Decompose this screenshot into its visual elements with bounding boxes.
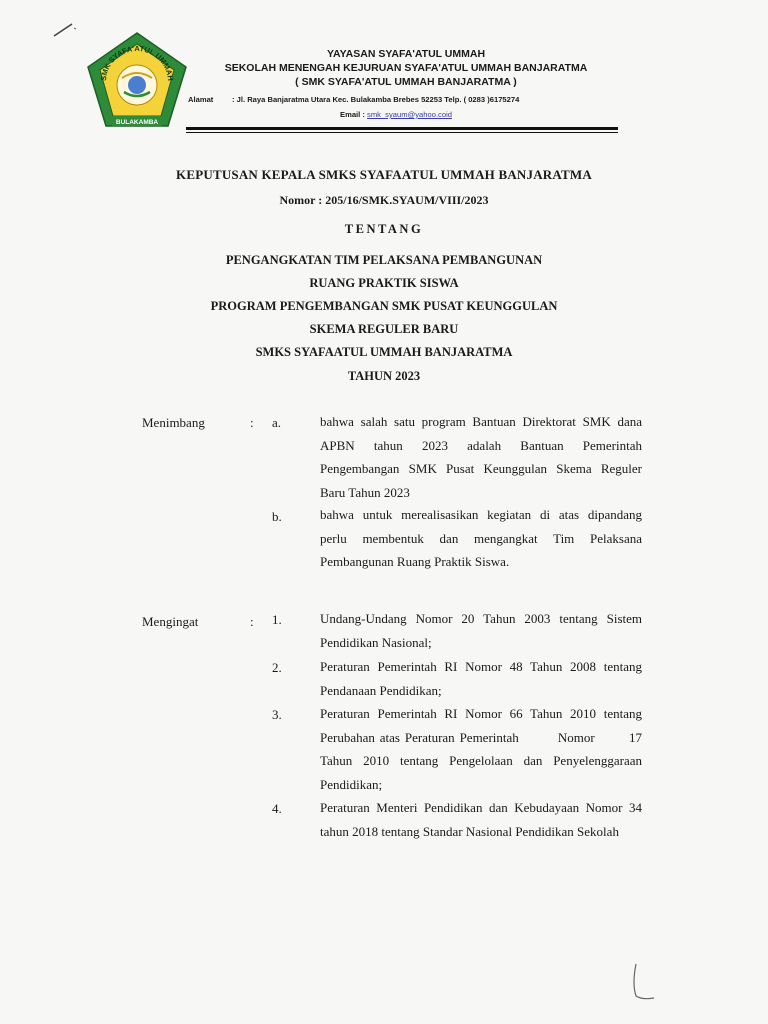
menimbang-marker: a.: [272, 415, 282, 430]
school-short-name: ( SMK SYAFA'ATUL UMMAH BANJARATMA ): [295, 76, 517, 88]
para-line: Pendanaan Pendidikan;: [320, 682, 442, 698]
school-name: SEKOLAH MENENGAH KEJURUAN SYAFA'ATUL UMMAH BANJARATMA: [224, 62, 588, 74]
mengingat-marker: 4.: [272, 801, 282, 816]
para-line: Pendidikan;: [320, 776, 383, 792]
para-line: Pembangunan Ruang Praktik Siswa.: [320, 554, 510, 569]
menimbang-item: [320, 503, 642, 574]
decree-heading: KEPUTUSAN KEPALA SMKS SYAFAATUL UMMAH BANJARATMA: [176, 167, 592, 182]
logo-top-text: SMK SYAFA'ATUL UMMAH: [98, 44, 176, 82]
letterhead-rule-thick: [186, 127, 618, 130]
menimbang-colon: :: [250, 415, 254, 430]
subject-line: SMKS SYAFAATUL UMMAH BANJARATMA: [255, 345, 513, 359]
para-line: Peraturan Pemerintah RI Nomor 48 Tahun 2008 tentang: [320, 659, 642, 674]
pen-mark-icon: [628, 960, 658, 1004]
para-line: Tahun 2010 tentang Pengelolaan dan Penyelenggaraan: [320, 753, 642, 768]
email-link[interactable]: smk_syaum@yahoo.coid: [367, 110, 452, 119]
para-line: APBN tahun 2023 adalah Bantuan Pemerintah: [320, 437, 642, 453]
para-line: Pengembangan SMK Pusat Keunggulan Skema Reguler: [320, 461, 642, 476]
mengingat-marker: 1.: [272, 612, 282, 627]
pen-mark-icon: [50, 18, 84, 40]
address-label: Alamat: [188, 95, 214, 104]
letterhead: [196, 48, 616, 89]
address-value: : Jl. Raya Banjaratma Utara Kec. Bulakamba Brebes 52253 Telp. ( 0283 )6175274: [232, 95, 520, 104]
para-line: Undang-Undang Nomor 20 Tahun 2003 tentang Sistem: [320, 611, 642, 626]
school-address: [188, 95, 588, 104]
mengingat-item: [320, 607, 642, 654]
decree-number: Nomor : 205/16/SMK.SYAUM/VIII/2023: [279, 193, 489, 207]
subject-line: RUANG PRAKTIK SISWA: [309, 276, 459, 290]
subject-line: TAHUN 2023: [347, 369, 421, 383]
subject-line: SKEMA REGULER BARU: [309, 322, 459, 336]
para-line: Perubahan atas Peraturan Pemerintah Nomor 17: [320, 729, 642, 745]
menimbang-marker: b.: [272, 509, 282, 524]
para-line: perlu membentuk dan mengangkat Tim Pelaksana: [320, 530, 642, 546]
mengingat-item: [320, 702, 642, 796]
foundation-name: YAYASAN SYAFA'ATUL UMMAH: [326, 48, 486, 60]
mengingat-item: [320, 655, 642, 702]
para-line: bahwa salah satu program Bantuan Direktorat SMK dana: [320, 414, 642, 429]
menimbang-label: Menimbang: [142, 415, 205, 430]
mengingat-item: [320, 796, 642, 843]
mengingat-colon: :: [250, 614, 254, 629]
logo-bottom-text: BULAKAMBA: [115, 119, 159, 126]
para-line: tahun 2018 tentang Standar Nasional Pendidikan Sekolah: [320, 823, 619, 839]
email-label: Email :: [340, 110, 365, 119]
para-line: bahwa untuk merealisasikan kegiatan di atas dipandang: [320, 507, 642, 522]
mengingat-label: Mengingat: [142, 614, 199, 629]
letterhead-rule-thin: [186, 132, 618, 133]
para-line: Peraturan Menteri Pendidikan dan Kebudayaan Nomor 34: [320, 800, 642, 815]
para-line: Pendidikan Nasional;: [320, 634, 432, 650]
menimbang-item: [320, 410, 642, 504]
para-line: Peraturan Pemerintah RI Nomor 66 Tahun 2010 tentang: [320, 706, 642, 721]
mengingat-marker: 2.: [272, 660, 282, 675]
mengingat-marker: 3.: [272, 707, 282, 722]
subject-line: PENGANGKATAN TIM PELAKSANA PEMBANGUNAN: [225, 253, 543, 267]
school-email: [340, 110, 452, 119]
para-line: Baru Tahun 2023: [320, 484, 410, 500]
school-logo: [84, 30, 190, 130]
subject-line: PROGRAM PENGEMBANGAN SMK PUSAT KEUNGGULAN: [210, 299, 558, 313]
tentang-label: TENTANG: [344, 222, 424, 236]
